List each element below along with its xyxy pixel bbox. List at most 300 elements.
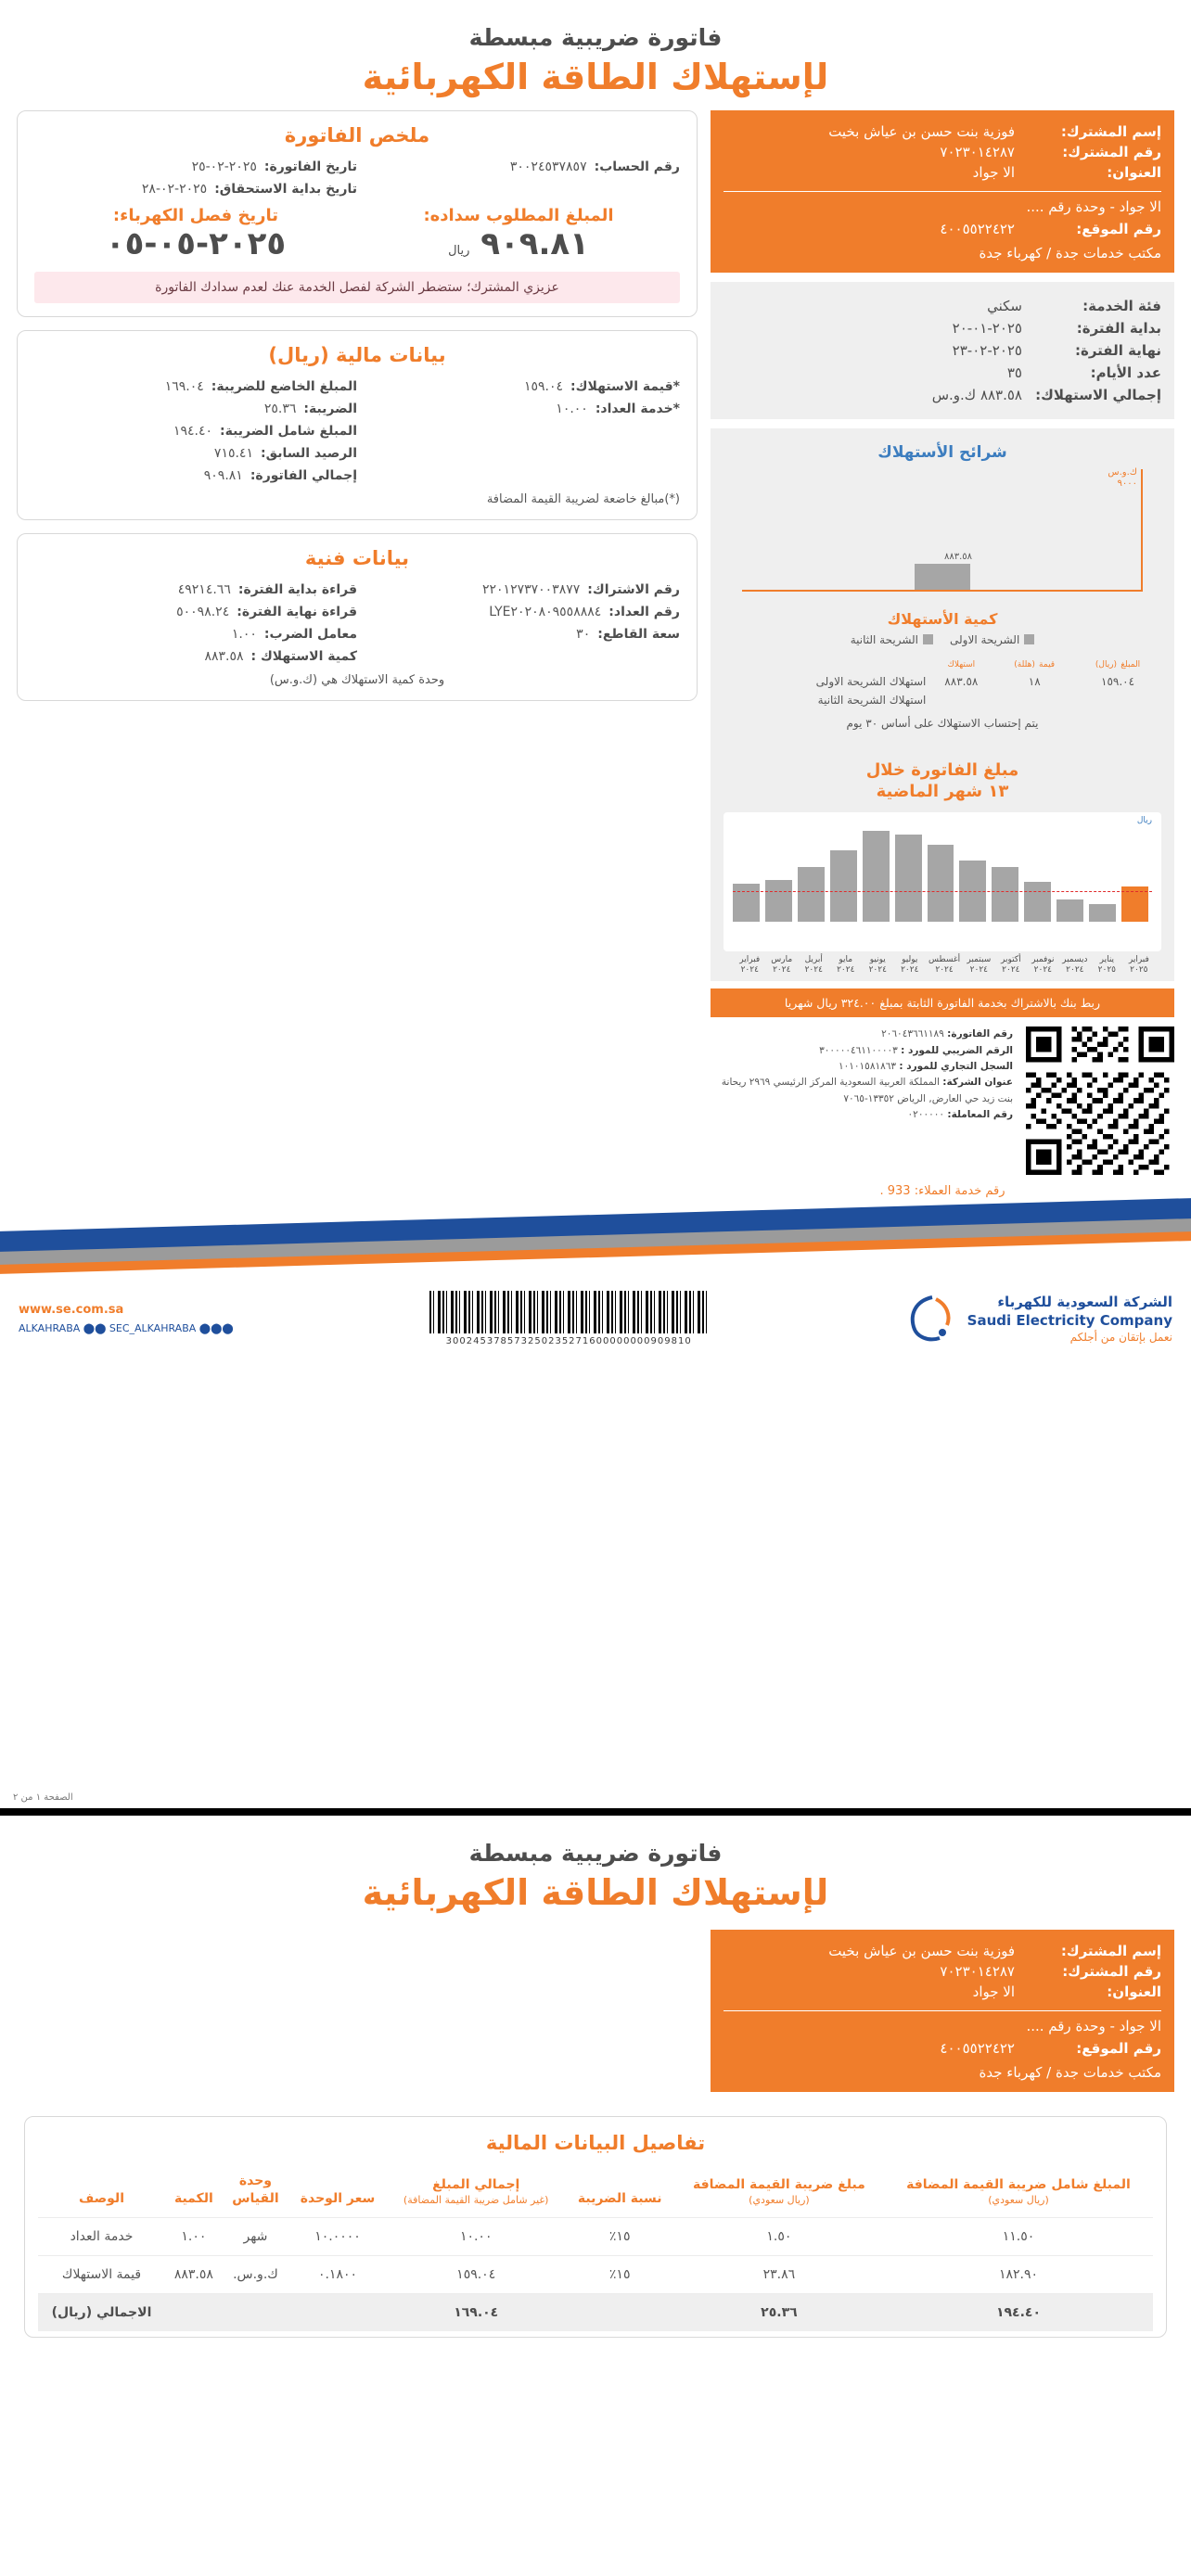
- customer-number-row: [724, 142, 1161, 162]
- col-total: [387, 2163, 566, 2217]
- col-price: [288, 2163, 387, 2217]
- summary-title: ملخص الفاتورة: [284, 124, 430, 147]
- summary-card: [17, 110, 698, 317]
- legal-cr-label: السجل التجاري للمورد :: [899, 1060, 1013, 1072]
- customer-address-full: الا جواد - وحدة رقم ....: [1026, 198, 1161, 215]
- start-reading-row: [34, 579, 357, 601]
- left-column: [17, 110, 698, 1198]
- with-tax-label: المبلغ شامل الضريبة:: [220, 424, 357, 439]
- legal-bill-no: [711, 1027, 1013, 1042]
- financial-rows: [34, 376, 680, 487]
- col-total-sub: (غير شامل ضريبة القيمة المضافة): [403, 2193, 549, 2206]
- meter-number-row: [357, 601, 680, 623]
- legend-tier-2-label: الشريحة الثانية: [850, 633, 919, 646]
- amount-unit: ريال: [448, 244, 470, 258]
- end-reading-label: قراءة نهاية الفترة:: [237, 605, 357, 619]
- customer-address-label: العنوان:: [1107, 164, 1161, 181]
- barcode: [234, 1291, 904, 1346]
- history-bar: [765, 880, 792, 922]
- tiers-note: يتم إحتساب الاستهلاك على أساس ٣٠ يوم: [846, 717, 1039, 730]
- cut-date-block: [34, 206, 357, 262]
- right-column: [711, 110, 1174, 1198]
- legal-address-value: المملكة العربية السعودية المركز الرئيسي ٢٩٦٩ ريحانة بنت زيد حي العارض, الرياض ١٣٣٥٢-٧٠٦٥: [721, 1077, 1013, 1104]
- days-count-label: عدد الأيام:: [1090, 364, 1161, 381]
- customer-address-label-2: العنوان:: [1107, 1983, 1161, 2000]
- history-bar: [1089, 904, 1116, 922]
- tiers-col-consumption: [928, 654, 994, 672]
- legal-vat: [711, 1043, 1013, 1059]
- company-slogan: نعمل بإتقان من أجلكم: [1069, 1331, 1172, 1345]
- history-month-label: مايو ٢٠٢٤: [837, 954, 855, 976]
- with-tax-amount: ١٩٤.٤٠: [173, 424, 212, 439]
- tiers-x-axis: [742, 590, 1143, 592]
- col-total-h: إجمالي المبلغ: [432, 2177, 520, 2193]
- account-label: رقم الحساب:: [594, 159, 680, 174]
- legend-tier-1: [950, 633, 1034, 646]
- period-end-value: ٢٠٢٥-٠٢-٢٣: [952, 342, 1022, 359]
- col-unit: [223, 2163, 288, 2217]
- company-name-en: Saudi Electricity Company: [967, 1312, 1172, 1330]
- bill-header: [0, 0, 1191, 97]
- tiers-y-unit: ك.و.س: [1108, 467, 1137, 478]
- customer-number-label: رقم المشترك:: [1062, 144, 1161, 160]
- cut-date-label: تاريخ فصل الكهرباء:: [112, 206, 279, 225]
- meter-number-label: رقم العداد:: [608, 605, 680, 619]
- site-number-row: [724, 219, 1161, 239]
- company-logo: [904, 1292, 1172, 1345]
- qr-legal-row: [711, 1017, 1174, 1175]
- tier1-label: استهلاك الشريحة الاولى: [815, 675, 927, 688]
- history-bars: [733, 820, 1152, 922]
- bill-date-row: [34, 156, 357, 178]
- row2-total: ١٥٩.٠٤: [387, 2255, 566, 2293]
- total-consumption-value: ٨٨٣.٥٨ ك.و.س: [931, 387, 1022, 403]
- total-qty: [165, 2293, 223, 2331]
- site-number-label-2: رقم الموقع:: [1076, 2040, 1161, 2057]
- social-handle-1: ALKAHRABA: [19, 1321, 81, 1334]
- multiplier-value: ١.٠٠: [231, 627, 257, 642]
- col-qty: [165, 2163, 223, 2217]
- col-grand-sub: (ريال سعودي): [988, 2193, 1049, 2206]
- col-desc: [38, 2163, 165, 2217]
- social-handles: [19, 1320, 234, 1337]
- legend-tier-2: [851, 633, 933, 646]
- company-name-ar: الشركة السعودية للكهرباء: [997, 1293, 1172, 1310]
- tax-amount: ٢٥.٣٦: [263, 402, 297, 416]
- customer-divider: [724, 191, 1161, 192]
- breaker-row: [357, 623, 680, 645]
- barcode-bars: [429, 1291, 708, 1333]
- meter-service-row: [357, 398, 680, 420]
- row1-price: ١٠.٠٠٠٠: [288, 2217, 387, 2255]
- financial-card: [17, 330, 698, 520]
- website-block: [19, 1301, 234, 1336]
- row1-vat: ١.٥٠: [674, 2217, 884, 2255]
- legend-tier-1-label: الشريحة الاولى: [950, 633, 1020, 646]
- legal-vat-value: ٣٠٠٠٠٠٤٦١١٠٠٠٠٣: [819, 1044, 898, 1056]
- tier1-price: ١٨: [1028, 675, 1041, 688]
- row2-unit: ك.و.س.: [223, 2255, 288, 2293]
- tier1-consumption: ٨٨٣.٥٨: [944, 675, 979, 688]
- history-bar: [895, 835, 922, 922]
- row1-total: ١٠.٠٠: [387, 2217, 566, 2255]
- details-table-body: [38, 2217, 1153, 2331]
- customer-number-value-2: ٧٠٢٣٠١٤٢٨٧: [940, 1963, 1015, 1980]
- history-month-label: أكتوبر ٢٠٢٤: [1001, 954, 1021, 976]
- history-x-axis: [724, 951, 1161, 976]
- tiers-plot: [742, 469, 1143, 608]
- bill-header-2-line2: لإستهلاك الطاقة الكهربائية: [362, 1872, 829, 1913]
- history-plot: [724, 812, 1161, 951]
- amount-value: [357, 225, 680, 262]
- history-month-label: يونيو ٢٠٢٤: [868, 954, 887, 976]
- history-bar: [798, 867, 825, 922]
- legal-address-label: عنوان الشركة:: [942, 1077, 1013, 1089]
- tax-row: [34, 398, 357, 420]
- meter-service-label: *خدمة العداد:: [595, 402, 680, 416]
- customer-name-value: فوزية بنت حسن بن عياش بخيت: [828, 123, 1015, 140]
- end-reading-value: ٥٠٠٩٨.٢٤: [176, 605, 230, 619]
- col-rate: [566, 2163, 674, 2217]
- bill-header-2: [0, 1816, 1191, 1913]
- history-bar: [1024, 882, 1051, 922]
- with-tax-row: [34, 420, 357, 442]
- site-number-value: ٤٠٠٥٥٢٢٤٢٢: [940, 221, 1015, 237]
- summary-left-col: [34, 156, 357, 200]
- history-month-label: يوليو ٢٠٢٤: [901, 954, 919, 976]
- row1-grand: ١١.٥٠: [884, 2217, 1153, 2255]
- subscription-value: ٢٢٠١٢٧٣٧٠٠٣٨٧٧: [481, 582, 581, 597]
- history-month-label: نوفمبر ٢٠٢٤: [1031, 954, 1055, 976]
- days-count-row: [724, 362, 1161, 384]
- social-icon-2: ⬤⬤: [83, 1321, 107, 1334]
- qr-code: [1026, 1027, 1174, 1175]
- service-box: [711, 282, 1174, 419]
- history-bar: [1057, 899, 1083, 921]
- history-y-unit: ريال: [1136, 815, 1152, 825]
- technical-left-col: [34, 579, 357, 668]
- bill-header-line1: فاتورة ضريبية مبسطة: [468, 24, 723, 51]
- company-logo-text: [967, 1293, 1172, 1345]
- total-price: [288, 2293, 387, 2331]
- history-month-label: يناير ٢٠٢٥: [1097, 954, 1117, 976]
- technical-title: بيانات فنية: [304, 547, 410, 569]
- amount-number: ٩٠٩.٨١: [480, 225, 589, 262]
- total-unit: [223, 2293, 288, 2331]
- tiers-col-amount-h: المبلغ: [1121, 660, 1141, 670]
- legal-info: [711, 1027, 1013, 1175]
- tiers-col-amount-sub: (ريال): [1095, 660, 1118, 670]
- consumption-qty-value: ٨٨٣.٥٨: [204, 649, 244, 664]
- tiers-col-price: [994, 654, 1074, 672]
- customer-address-full-2: الا جواد - وحدة رقم ....: [1026, 2018, 1161, 2034]
- history-month-label: مارس ٢٠٢٤: [771, 954, 793, 976]
- vat-footnote: (*)مبالغ خاضعة لضريبة القيمة المضافة: [486, 492, 680, 506]
- invoice-page-2: [0, 1816, 1191, 2576]
- due-start-row: [34, 178, 357, 200]
- previous-balance-amount: ٧١٥.٤١: [213, 446, 253, 461]
- consumption-value-amount: ١٥٩.٠٤: [523, 379, 564, 394]
- bill-header-line2: لإستهلاك الطاقة الكهربائية: [362, 57, 829, 97]
- multiplier-row: [34, 623, 357, 645]
- end-reading-row: [34, 601, 357, 623]
- history-bar: [863, 831, 890, 922]
- subscription-row: [357, 579, 680, 601]
- history-title-line2: ١٣ شهر الماضية: [876, 782, 1009, 802]
- tiers-y-axis: [1141, 469, 1143, 592]
- col-price-h: سعر الوحدة: [300, 2190, 376, 2206]
- history-average-line: [733, 891, 1152, 892]
- row2-price: ٠.١٨٠٠: [288, 2255, 387, 2293]
- due-start-value: ٢٠٢٥-٠٢-٢٨: [141, 182, 208, 197]
- history-month-label: أبريل ٢٠٢٤: [804, 954, 823, 976]
- customer-name-row: [724, 121, 1161, 142]
- summary-rows: [34, 156, 680, 200]
- taxable-row: [34, 376, 357, 398]
- details-title: تفاصيل البيانات المالية: [485, 2132, 706, 2154]
- tier1-amount: ١٥٩.٠٤: [1101, 675, 1135, 688]
- customer-name-value-2: فوزية بنت حسن بن عياش بخيت: [828, 1943, 1015, 1959]
- period-start-row: [724, 317, 1161, 339]
- bill-date-label: تاريخ الفاتورة:: [263, 159, 357, 174]
- total-grand: ١٩٤.٤٠: [884, 2293, 1153, 2331]
- due-line: [34, 206, 680, 262]
- consumption-unit-note: وحدة كمية الاستهلاك هي (ك.و.س): [269, 673, 445, 687]
- history-bar: [733, 884, 760, 922]
- period-end-row: [724, 339, 1161, 362]
- table-row: [38, 2217, 1153, 2255]
- financial-left-col: [34, 376, 357, 487]
- customer-address-value: الا جواد: [972, 164, 1015, 181]
- social-icon-1: ⬤⬤⬤: [198, 1321, 234, 1334]
- customer-box: [711, 110, 1174, 273]
- technical-right-col: [357, 579, 680, 668]
- col-grand: [884, 2163, 1153, 2217]
- legal-address: [711, 1075, 1013, 1107]
- period-start-label: بداية الفترة:: [1076, 320, 1161, 337]
- row1-qty: ١.٠٠: [165, 2217, 223, 2255]
- page-number: الصفحة ١ من ٢: [13, 1792, 73, 1803]
- tiers-table-row-1: [724, 672, 1161, 691]
- total-vat: ٢٥.٣٦: [674, 2293, 884, 2331]
- technical-card: [17, 533, 698, 701]
- total-consumption-row: [724, 384, 1161, 406]
- bill-total-label: إجمالي الفاتورة:: [250, 468, 357, 483]
- col-vat-sub: (ريال سعودي): [749, 2193, 810, 2206]
- consumption-qty-label: كمية الاستهلاك :: [250, 649, 357, 664]
- barcode-number: 300245378573250235271600000000909810: [445, 1336, 692, 1347]
- details-header-row: [38, 2163, 1153, 2217]
- sec-logo-icon: [904, 1292, 958, 1345]
- breaker-value: ٣٠: [576, 627, 591, 642]
- col-unit-sub: القياس: [232, 2190, 279, 2206]
- table-row: [38, 2255, 1153, 2293]
- bill-date-value: ٢٠٢٥-٠٢-٢٥: [191, 159, 257, 174]
- tier2-amount: [1074, 691, 1161, 709]
- customer-box-2: [711, 1930, 1174, 2092]
- bill-total-row: [34, 465, 357, 487]
- customer-address-row: [724, 162, 1161, 183]
- history-bar: [928, 845, 954, 922]
- financial-title: بيانات مالية (ريال): [268, 344, 446, 366]
- financial-right-col: [357, 376, 680, 487]
- meter-number-value: LYE٢٠٢٠٨٠٩٥٥٨٨٨٤: [489, 605, 602, 619]
- tiers-bar: [915, 564, 970, 590]
- customer-name-label: إسم المشترك:: [1060, 123, 1161, 140]
- customer-address-row-2: [724, 1982, 1161, 2002]
- tiers-y-axis-label: [1108, 467, 1137, 490]
- col-vat-h: مبلغ ضريبة القيمة المضافة: [692, 2177, 865, 2193]
- row2-desc: قيمة الاستهلاك: [38, 2255, 165, 2293]
- cut-date-value: ٢٠٢٥-٠٥-٠٥: [105, 225, 287, 262]
- row1-unit: شهر: [223, 2217, 288, 2255]
- col-desc-h: الوصف: [78, 2190, 124, 2206]
- previous-balance-row: [34, 442, 357, 465]
- history-bar: [830, 850, 857, 922]
- breaker-label: سعة القاطع:: [597, 627, 680, 642]
- disconnect-warning: عزيزي المشترك؛ ستضطر الشركة لفصل الخدمة عنك لعدم سدادك الفاتورة: [34, 272, 680, 303]
- qr-code-svg: [1026, 1027, 1174, 1175]
- promo-banner: ربط بنك بالاشتراك بخدمة الفاتورة الثابتة بمبلغ ٣٢٤.٠٠ ريال شهريا: [711, 988, 1174, 1017]
- tiers-table-row-2: [724, 691, 1161, 709]
- legal-cr-value: ١٠١٠١٥٨١٨٦٣: [838, 1060, 897, 1072]
- customer-service-number: رقم خدمة العملاء: 933 .: [879, 1184, 1005, 1199]
- tier2-label: استهلاك الشريحة الثانية: [817, 694, 927, 707]
- legal-vat-label: الرقم الضريبي للمورد :: [901, 1044, 1013, 1056]
- period-start-value: ٢٠٢٥-٠١-٢٠: [952, 320, 1022, 337]
- start-reading-label: قراءة بداية الفترة:: [237, 582, 357, 597]
- main-columns: [0, 97, 1191, 1198]
- tiers-chart-box: [711, 428, 1174, 745]
- legal-cr: [711, 1059, 1013, 1075]
- technical-rows: [34, 579, 680, 668]
- multiplier-label: معامل الضرب:: [263, 627, 357, 642]
- col-grand-h: المبلغ شامل ضريبة القيمة المضافة: [906, 2177, 1131, 2193]
- legal-trx: [711, 1107, 1013, 1123]
- page-separator: [0, 1808, 1191, 1816]
- taxable-label: المبلغ الخاضع للضريبة:: [211, 379, 357, 394]
- history-bar: [992, 867, 1018, 922]
- customer-number-label-2: رقم المشترك:: [1062, 1963, 1161, 1980]
- footer-bands: [0, 1202, 1191, 1291]
- site-number-row-2: [724, 2038, 1161, 2059]
- row1-rate: ١٥٪: [566, 2217, 674, 2255]
- amount-label: المبلغ المطلوب سداده:: [423, 206, 614, 225]
- social-handle-2: SEC_ALKAHRABA: [109, 1321, 197, 1334]
- consumption-value-label: *قيمة الاستهلاك:: [570, 379, 680, 394]
- total-rate: [566, 2293, 674, 2331]
- service-category-value: سكني: [987, 298, 1022, 314]
- summary-right-col: [357, 156, 680, 200]
- subscription-label: رقم الاشتراك:: [587, 582, 680, 597]
- tiers-bar-label: ٨٨٣.٥٨: [943, 552, 972, 562]
- bill-total-amount: ٩٠٩.٨١: [203, 468, 243, 483]
- col-qty-h: الكمية: [173, 2190, 213, 2206]
- account-row: [357, 156, 680, 178]
- row2-rate: ١٥٪: [566, 2255, 674, 2293]
- tiers-col-consumption-h: استهلاك: [947, 660, 976, 670]
- total-total: ١٦٩.٠٤: [387, 2293, 566, 2331]
- service-category-label: فئة الخدمة:: [1082, 298, 1161, 314]
- office-name: مكتب خدمات جدة / كهرباء جدة: [979, 245, 1161, 261]
- customer-name-row-2: [724, 1941, 1161, 1961]
- customer-divider-2: [724, 2010, 1161, 2011]
- tax-label: الضريبة:: [303, 402, 357, 416]
- row1-desc: خدمة العداد: [38, 2217, 165, 2255]
- legal-bill-no-value: ٢٠٦٠٤٣٦٦١١٨٩: [881, 1028, 944, 1040]
- details-table-head: [38, 2163, 1153, 2217]
- start-reading-value: ٤٩٢١٤.٦٦: [177, 582, 231, 597]
- total-desc: الاجمالي (ريال): [38, 2293, 165, 2331]
- history-month-label: فبراير ٢٠٢٥: [1128, 954, 1149, 976]
- bill-header-2-line1: فاتورة ضريبية مبسطة: [468, 1840, 723, 1867]
- days-count-value: ٣٥: [1006, 364, 1022, 381]
- page-footer: [0, 1291, 1191, 1356]
- history-chart-box: [711, 745, 1174, 981]
- col-vat: [674, 2163, 884, 2217]
- legal-trx-value: ٠٢٠٠٠٠٠: [907, 1108, 945, 1120]
- tiers-title: شرائح الأستهلاك: [877, 443, 1007, 462]
- tiers-col-price-h: قيمة: [1039, 660, 1056, 670]
- meter-service-amount: ١٠.٠٠: [556, 402, 588, 416]
- previous-balance-label: الرصيد السابق:: [260, 446, 357, 461]
- customer-name-label-2: إسم المشترك:: [1060, 1943, 1161, 1959]
- period-end-label: نهاية الفترة:: [1075, 342, 1161, 359]
- details-card: [24, 2116, 1167, 2338]
- history-month-label: أغسطس ٢٠٢٤: [928, 954, 961, 976]
- taxable-amount: ١٦٩.٠٤: [164, 379, 204, 394]
- site-number-label: رقم الموقع:: [1076, 221, 1161, 237]
- tiers-table: [724, 654, 1161, 709]
- account-value: ٣٠٠٢٤٥٣٧٨٥٧: [509, 159, 587, 174]
- history-title: [724, 759, 1161, 803]
- tiers-col-price-sub: (هللة): [1014, 660, 1035, 670]
- tiers-plot-title: كمية الأستهلاك: [887, 610, 998, 628]
- history-month-label: سبتمبر ٢٠٢٤: [967, 954, 992, 976]
- site-number-value-2: ٤٠٠٥٥٢٢٤٢٢: [940, 2040, 1015, 2057]
- office-name-2: مكتب خدمات جدة / كهرباء جدة: [979, 2064, 1161, 2081]
- row2-grand: ١٨٢.٩٠: [884, 2255, 1153, 2293]
- history-month-label: ديسمبر ٢٠٢٤: [1062, 954, 1088, 976]
- page2-customer-wrap: [711, 1930, 1174, 2092]
- website-url: www.se.com.sa: [19, 1303, 124, 1318]
- col-rate-h: نسبة الضريبة: [577, 2190, 662, 2206]
- history-month-label: فبراير ٢٠٢٤: [739, 954, 761, 976]
- row2-vat: ٢٣.٨٦: [674, 2255, 884, 2293]
- total-consumption-label: إجمالي الاستهلاك:: [1035, 387, 1161, 403]
- tiers-legend: [724, 633, 1161, 646]
- consumption-qty-row: [34, 645, 357, 668]
- tier2-consumption: [928, 691, 994, 709]
- service-category-row: [724, 295, 1161, 317]
- due-start-label: تاريخ بداية الاستحقاق:: [214, 182, 357, 197]
- tiers-col-blank: [724, 654, 928, 672]
- col-unit-h: وحدة: [238, 2174, 273, 2188]
- tiers-y-max: ٩٠٠٠: [1117, 478, 1137, 489]
- amount-block: [357, 206, 680, 262]
- legal-bill-no-label: رقم الفاتورة:: [947, 1028, 1013, 1040]
- customer-number-row-2: [724, 1961, 1161, 1982]
- legal-trx-label: رقم المعاملة:: [947, 1108, 1013, 1120]
- consumption-value-row: [357, 376, 680, 398]
- history-title-line1: مبلغ الفاتورة خلال: [865, 760, 1019, 780]
- details-table: [38, 2163, 1153, 2331]
- table-total-row: [38, 2293, 1153, 2331]
- customer-number-value: ٧٠٢٣٠١٤٢٨٧: [940, 144, 1015, 160]
- tiers-col-amount: [1074, 654, 1161, 672]
- row2-qty: ٨٨٣.٥٨: [165, 2255, 223, 2293]
- tiers-table-header: [724, 654, 1161, 672]
